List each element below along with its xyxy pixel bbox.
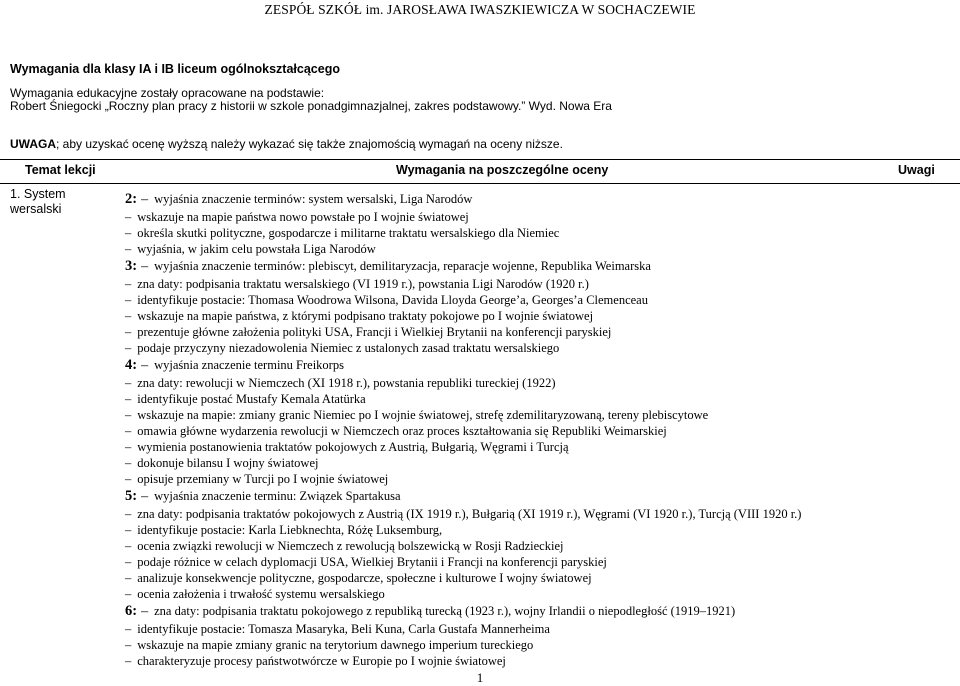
grade-label: 2:	[125, 191, 138, 207]
school-name: ZESPÓŁ SZKÓŁ im. JAROSŁAWA IWASZKIEWICZA W SOCHACZEWIE	[264, 2, 696, 17]
bullet-dash: –	[125, 293, 132, 307]
requirement-item	[125, 324, 955, 340]
bullet-dash: –	[125, 325, 132, 339]
grade-label: 3:	[125, 258, 138, 274]
requirement-item	[125, 407, 955, 423]
requirement-text: omawia główne wydarzenia rewolucji w Niemczech oraz proces kształtowania się Republiki Weimarskiej	[137, 424, 667, 438]
requirement-text: zna daty: rewolucji w Niemczech (XI 1918 r.), powstania republiki tureckiej (1922)	[137, 376, 556, 390]
column-header-notes: Uwagi	[898, 163, 935, 177]
uwaga-text: ; aby uzyskać ocenę wyższą należy wykazać się także znajomością wymagań na oceny niższe.	[56, 137, 563, 151]
requirement-text: charakteryzuje procesy państwotwórcze w Europie po I wojnie światowej	[137, 654, 506, 668]
bullet-dash: –	[125, 555, 132, 569]
bullet-dash: –	[125, 392, 132, 406]
uwaga-note	[10, 137, 563, 151]
requirement-text: zna daty: podpisania traktatów pokojowych z Austrią (IX 1919 r.), Bułgarią (XI 1919 r.), Węgrami (VI 1920 r.), Turcją (VIII 1920 r.)	[137, 507, 802, 521]
requirement-text: podaje różnice w celach dyplomacji USA, Wielkiej Brytanii i Francji na konferencji paryskiej	[137, 555, 607, 569]
requirement-text: wskazuje na mapie państwa, z którymi podpisano traktaty pokojowe po I wojnie światowej	[137, 309, 594, 323]
document-heading: Wymagania dla klasy IA i IB liceum ogólnokształcącego	[10, 62, 340, 76]
requirement-text: wyjaśnia znaczenie terminu: Związek Spartakusa	[154, 489, 401, 503]
requirement-item	[125, 554, 955, 570]
requirement-item	[125, 391, 955, 407]
requirement-text: opisuje przemiany w Turcji po I wojnie światowej	[137, 472, 389, 486]
bullet-dash: –	[125, 376, 132, 390]
requirement-item	[125, 292, 955, 308]
requirement-text: identyfikuje postać Mustafy Kemala Atatürka	[137, 392, 366, 406]
requirement-item	[125, 308, 955, 324]
intro-line: Robert Śniegocki „Roczny plan pracy z historii w szkole ponadgimnazjalnej, zakres podstawowy.” Wyd. Nowa Era	[10, 99, 612, 113]
bullet-dash: –	[125, 622, 132, 636]
bullet-dash: –	[141, 259, 149, 274]
bullet-dash: –	[125, 424, 132, 438]
requirement-item	[125, 471, 955, 487]
grade-first-requirement	[125, 356, 955, 375]
requirement-item	[125, 209, 955, 225]
column-header-requirements: Wymagania na poszczególne oceny	[396, 163, 609, 177]
bullet-dash: –	[125, 523, 132, 537]
requirement-item	[125, 621, 955, 637]
bullet-dash: –	[125, 210, 132, 224]
bullet-dash: –	[125, 472, 132, 486]
bullet-dash: –	[125, 440, 132, 454]
bullet-dash: –	[125, 571, 132, 585]
requirement-text: wskazuje na mapie państwa nowo powstałe po I wojnie światowej	[137, 210, 469, 224]
requirement-text: identyfikuje postacie: Karla Liebknechta, Różę Luksemburg,	[137, 523, 443, 537]
intro-text	[10, 87, 612, 113]
requirement-item	[125, 375, 955, 391]
requirement-text: wskazuje na mapie zmiany granic na terytorium dawnego imperium tureckiego	[137, 638, 534, 652]
grade-first-requirement	[125, 257, 955, 276]
requirement-text: wyjaśnia znaczenie terminu Freikorps	[154, 358, 344, 372]
bullet-dash: –	[125, 309, 132, 323]
requirement-item	[125, 506, 955, 522]
intro-line: Wymagania edukacyjne zostały opracowane na podstawie:	[10, 86, 325, 100]
column-header-topic: Temat lekcji	[25, 163, 96, 177]
requirement-text: identyfikuje postacie: Tomasza Masaryka, Beli Kuna, Carla Gustafa Mannerheima	[137, 622, 550, 636]
requirement-text: zna daty: podpisania traktatu wersalskiego (VI 1919 r.), powstania Ligi Narodów (1920 r.)	[137, 277, 589, 291]
bullet-dash: –	[125, 242, 132, 256]
bullet-dash: –	[125, 408, 132, 422]
requirement-item	[125, 423, 955, 439]
requirement-text: wymienia postanowienia traktatów pokojowych z Austrią, Bułgarią, Węgrami i Turcją	[137, 440, 569, 454]
bullet-dash: –	[125, 539, 132, 553]
bullet-dash: –	[141, 489, 149, 504]
grade-label: 5:	[125, 488, 138, 504]
uwaga-label: UWAGA	[10, 137, 56, 151]
requirements-list	[125, 190, 955, 669]
bullet-dash: –	[141, 604, 149, 619]
requirement-text: ocenia założenia i trwałość systemu wersalskiego	[137, 587, 385, 601]
requirement-item	[125, 653, 955, 669]
requirement-item	[125, 225, 955, 241]
table-top-rule	[0, 159, 960, 160]
requirement-text: określa skutki polityczne, gospodarcze i militarne traktatu wersalskiego dla Niemiec	[137, 226, 560, 240]
requirement-item	[125, 439, 955, 455]
bullet-dash: –	[125, 456, 132, 470]
bullet-dash: –	[125, 638, 132, 652]
page-number: 1	[476, 670, 484, 685]
grade-first-requirement	[125, 602, 955, 621]
requirement-text: ocenia związki rewolucji w Niemczech z rewolucją bolszewicką w Rosji Radzieckiej	[137, 539, 564, 553]
requirement-text: analizuje konsekwencje polityczne, gospodarcze, społeczne i kulturowe I wojny światowej	[137, 571, 592, 585]
bullet-dash: –	[125, 587, 132, 601]
requirement-item	[125, 276, 955, 292]
grade-first-requirement	[125, 487, 955, 506]
requirement-item	[125, 522, 955, 538]
grade-label: 6:	[125, 603, 138, 619]
requirement-item	[125, 455, 955, 471]
requirement-text: prezentuje główne założenia polityki USA, Francji i Wielkiej Brytanii na konferencji paryskiej	[137, 325, 612, 339]
requirement-text: dokonuje bilansu I wojny światowej	[137, 456, 319, 470]
requirement-text: wyjaśnia znaczenie terminów: plebiscyt, demilitaryzacja, reparacje wojenne, Republika Weimarska	[154, 259, 651, 273]
bullet-dash: –	[141, 358, 149, 373]
bullet-dash: –	[125, 226, 132, 240]
requirement-item	[125, 241, 955, 257]
requirement-text: wskazuje na mapie: zmiany granic Niemiec po I wojnie światowej, strefę zdemilitaryzowaną, tereny plebiscytowe	[137, 408, 709, 422]
table-header-rule	[0, 183, 960, 184]
bullet-dash: –	[125, 277, 132, 291]
grade-label: 4:	[125, 357, 138, 373]
bullet-dash: –	[125, 507, 132, 521]
requirement-text: wyjaśnia, w jakim celu powstała Liga Narodów	[137, 242, 376, 256]
requirement-item	[125, 340, 955, 356]
requirement-item	[125, 570, 955, 586]
requirement-text: identyfikuje postacie: Thomasa Woodrowa Wilsona, Davida Lloyda George’a, Georges’a Clemenceau	[137, 293, 648, 307]
requirement-item	[125, 538, 955, 554]
requirement-item	[125, 637, 955, 653]
requirement-text: wyjaśnia znaczenie terminów: system wersalski, Liga Narodów	[154, 192, 473, 206]
bullet-dash: –	[125, 341, 132, 355]
bullet-dash: –	[125, 654, 132, 668]
requirement-text: zna daty: podpisania traktatu pokojowego z republiką turecką (1923 r.), wojny Irlandii o niepodległość (1919–1921)	[154, 604, 736, 618]
grade-first-requirement	[125, 190, 955, 209]
lesson-topic: 1. System wersalski	[10, 187, 66, 216]
requirement-item	[125, 586, 955, 602]
requirement-text: podaje przyczyny niezadowolenia Niemiec z ustalonych zasad traktatu wersalskiego	[137, 341, 560, 355]
bullet-dash: –	[141, 192, 149, 207]
